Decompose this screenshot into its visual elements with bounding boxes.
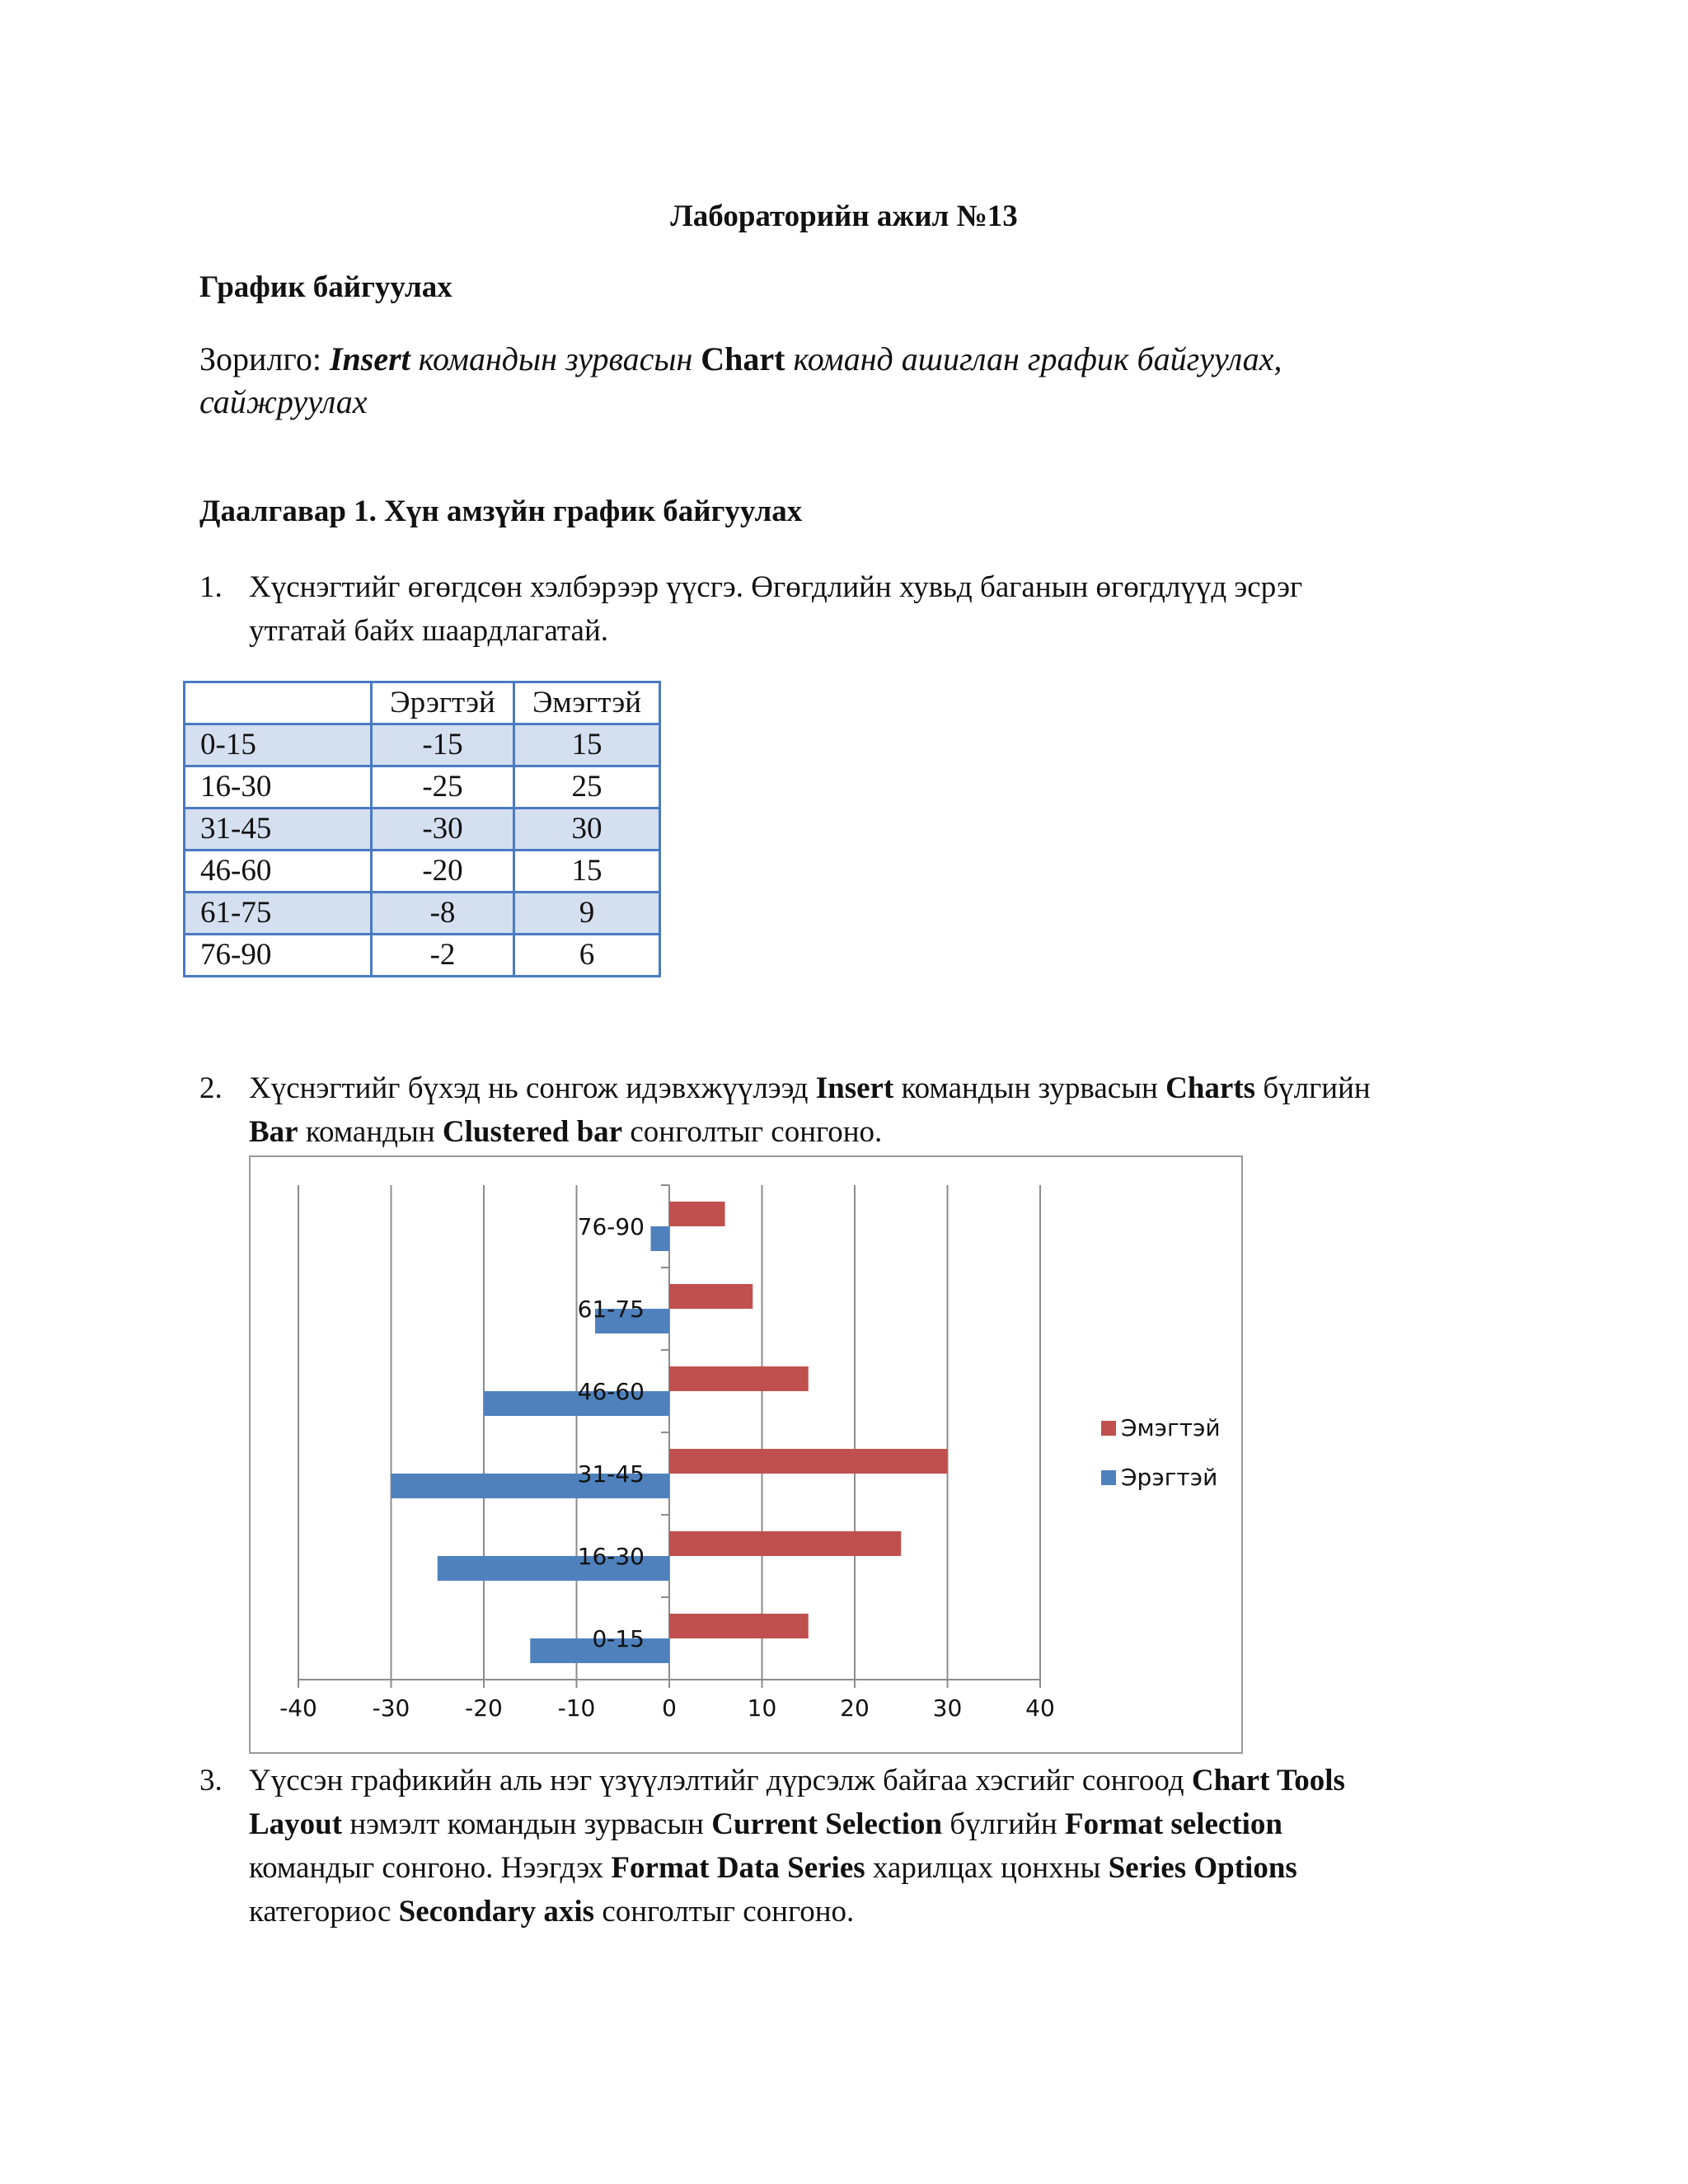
table-cell: 15 xyxy=(514,851,660,893)
legend-label: Эмэгтэй xyxy=(1121,1414,1221,1441)
x-tick-label: 40 xyxy=(1025,1694,1055,1722)
step-3-text: командыг сонгоно. Нээгдэх xyxy=(249,1851,612,1885)
y-tick-label: 46-60 xyxy=(577,1378,645,1405)
legend-swatch xyxy=(1101,1421,1116,1436)
step-2-number: 2. xyxy=(199,1071,223,1105)
table-cell: -8 xyxy=(372,893,514,935)
step-3-text: нэмэлт командын зурвасын xyxy=(342,1807,712,1841)
table-row xyxy=(185,893,660,935)
table-header-cell: Эмэгтэй xyxy=(514,682,660,724)
data-table xyxy=(183,681,661,977)
table-header-row xyxy=(185,682,660,724)
table-row xyxy=(185,935,660,977)
table-row xyxy=(185,766,660,808)
goal-label: Зорилго: xyxy=(199,340,330,377)
bar-Эмэгтэй xyxy=(669,1202,725,1226)
step-3-cmd-secondary-axis: Secondary axis xyxy=(398,1895,595,1929)
y-tick-label: 31-45 xyxy=(577,1460,645,1488)
bar-Эмэгтэй xyxy=(669,1449,948,1474)
table-cell: 0-15 xyxy=(185,724,372,766)
step-1-line-2: утгатай байх шаардлагатай. xyxy=(249,614,608,648)
y-tick-label: 76-90 xyxy=(577,1213,645,1240)
table-header-cell: Эрэгтэй xyxy=(372,682,514,724)
x-tick-label: -30 xyxy=(372,1694,410,1722)
step-2-text: командын зурвасын xyxy=(893,1071,1166,1105)
x-tick-label: -10 xyxy=(557,1694,596,1722)
step-3-cmd-format-data-series: Format Data Series xyxy=(611,1851,865,1885)
step-3-text: харилцах цонхны xyxy=(865,1851,1109,1885)
step-1 xyxy=(199,565,1502,653)
legend-label: Эрэгтэй xyxy=(1121,1464,1218,1491)
step-3-number: 3. xyxy=(199,1764,223,1797)
step-1-number: 1. xyxy=(199,570,223,604)
x-tick-label: 30 xyxy=(932,1694,963,1722)
table-cell: 25 xyxy=(514,766,660,808)
x-tick-label: 20 xyxy=(840,1694,870,1722)
bar-Эмэгтэй xyxy=(669,1284,753,1309)
table-cell: 61-75 xyxy=(185,893,372,935)
goal-cmd-chart: Chart xyxy=(701,340,785,377)
table-cell: -30 xyxy=(372,808,514,851)
step-3-text: Үүссэн графикийн аль нэг үзүүлэлтийг дүрсэлж байгаа хэсгийг сонгоод xyxy=(249,1764,1192,1797)
table-cell: 15 xyxy=(514,724,660,766)
step-2-cmd-charts: Charts xyxy=(1165,1071,1256,1105)
step-3-text: бүлгийн xyxy=(942,1807,1065,1841)
step-3-cmd-chart-tools: Chart Tools xyxy=(1191,1764,1345,1797)
step-3-cmd-series-options: Series Options xyxy=(1108,1851,1297,1885)
legend-swatch xyxy=(1101,1470,1116,1485)
table-cell: -2 xyxy=(372,935,514,977)
table-cell: -15 xyxy=(372,724,514,766)
step-2-text: бүлгийн xyxy=(1255,1071,1371,1105)
y-tick-label: 61-75 xyxy=(577,1296,645,1323)
goal-cmd-insert: Insert xyxy=(329,340,410,377)
step-3-text: сонголтыг сонгоно. xyxy=(594,1895,855,1929)
goal-paragraph xyxy=(199,338,1518,424)
page-title: Лабораторийн ажил №13 xyxy=(670,199,1018,233)
table-cell: 31-45 xyxy=(185,808,372,851)
step-3-cmd-current-selection: Current Selection xyxy=(711,1807,943,1841)
step-3 xyxy=(199,1759,1502,1933)
goal-text-1: командын зурвасын xyxy=(410,340,701,377)
table-cell: -20 xyxy=(372,851,514,893)
bar-chart-svg xyxy=(251,1157,1241,1752)
goal-text-3: сайжруулах xyxy=(199,383,368,420)
bar-chart xyxy=(249,1155,1243,1754)
y-tick-label: 0-15 xyxy=(592,1625,645,1652)
table-cell: 9 xyxy=(514,893,660,935)
table-cell: 16-30 xyxy=(185,766,372,808)
bar-Эрэгтэй xyxy=(651,1226,670,1251)
table-cell: 76-90 xyxy=(185,935,372,977)
x-tick-label: 0 xyxy=(662,1694,677,1722)
x-tick-label: 10 xyxy=(747,1694,777,1722)
step-3-cmd-format-selection: Format selection xyxy=(1064,1807,1283,1841)
x-tick-label: -20 xyxy=(465,1694,503,1722)
table-header-cell xyxy=(185,682,372,724)
table-cell: -25 xyxy=(372,766,514,808)
step-2-text: сонголтыг сонгоно. xyxy=(622,1115,883,1149)
step-2-text: командын xyxy=(298,1115,443,1149)
table-row xyxy=(185,724,660,766)
section-subtitle: График байгуулах xyxy=(199,270,452,304)
table-cell: 6 xyxy=(514,935,660,977)
table-cell: 30 xyxy=(514,808,660,851)
goal-text-2: команд ашиглан график байгуулах, xyxy=(785,340,1282,377)
step-2-text: Хүснэгтийг бүхэд нь сонгож идэвхжүүлээд xyxy=(249,1071,816,1105)
y-tick-label: 16-30 xyxy=(577,1543,645,1570)
task1-heading: Даалгавар 1. Хүн амзүйн график байгуулах xyxy=(199,494,803,528)
bar-Эмэгтэй xyxy=(669,1614,809,1638)
step-2-cmd-bar: Bar xyxy=(249,1115,298,1149)
step-3-cmd-layout: Layout xyxy=(249,1807,343,1841)
step-1-line-1: Хүснэгтийг өгөгдсөн хэлбэрээр үүсгэ. Өгөгдлийн хувьд баганын өгөгдлүүд эсрэг xyxy=(249,570,1303,604)
step-3-text: категориос xyxy=(249,1895,399,1929)
x-tick-label: -40 xyxy=(279,1694,317,1722)
table-row xyxy=(185,851,660,893)
table-row xyxy=(185,808,660,851)
bar-Эмэгтэй xyxy=(669,1366,809,1391)
table-cell: 46-60 xyxy=(185,851,372,893)
step-2 xyxy=(199,1066,1502,1154)
step-2-cmd-insert: Insert xyxy=(815,1071,894,1105)
step-2-cmd-clustered-bar: Clustered bar xyxy=(442,1115,623,1149)
bar-Эмэгтэй xyxy=(669,1531,901,1556)
